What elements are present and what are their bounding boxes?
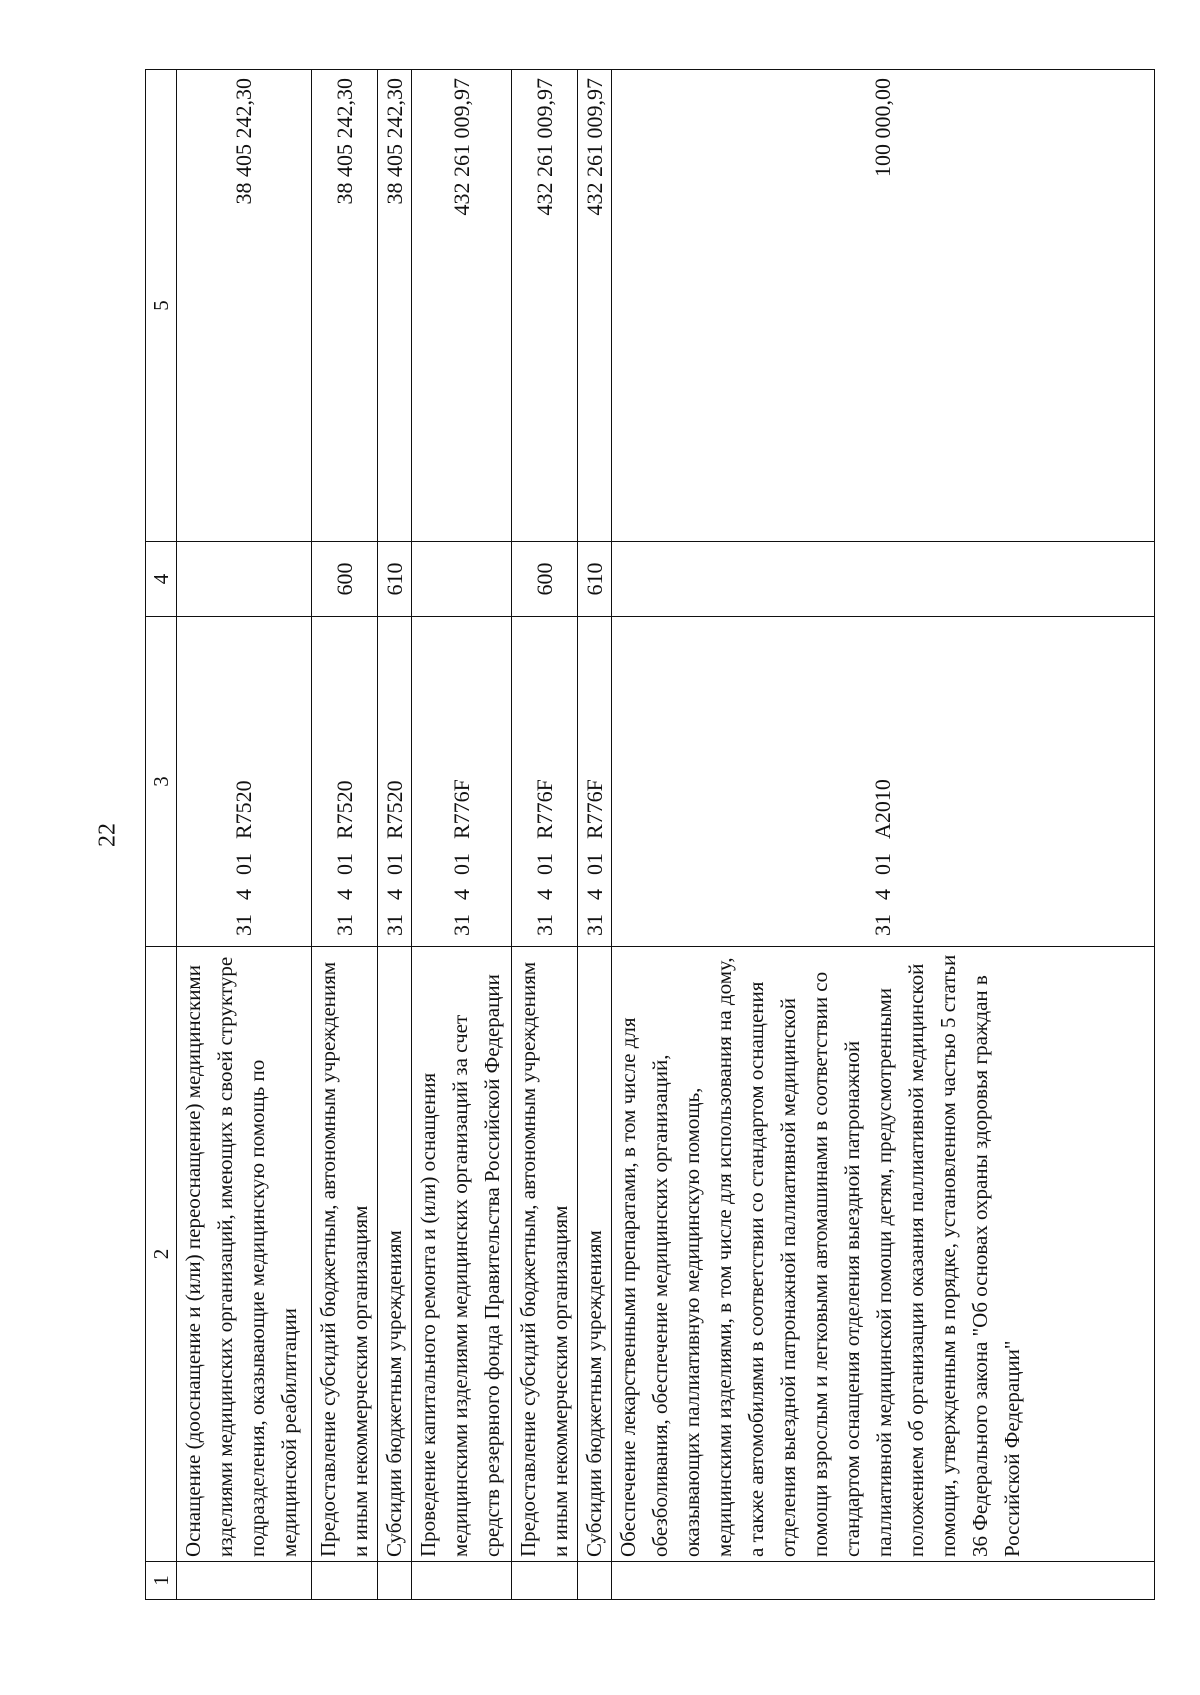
header-col-2: 2 bbox=[146, 947, 177, 1562]
code-subprogram: 01 bbox=[581, 853, 607, 875]
code-type: 4 bbox=[870, 889, 895, 900]
row-amount: 100 000,00 bbox=[612, 70, 1155, 542]
code-program: 31 bbox=[531, 914, 557, 936]
row-name: Субсидии бюджетным учреждениям bbox=[578, 947, 612, 1562]
row-name: Проведение капитального ремонта и (или) оснащения медицинскими изделиями медицинских организаций за счет средств резервного фонда Правительства Российской Федерации bbox=[412, 947, 512, 1562]
row-amount: 38 405 242,30 bbox=[312, 70, 378, 542]
row-amount: 432 261 009,97 bbox=[578, 70, 612, 542]
row-number-cell bbox=[312, 1562, 378, 1600]
code-direction: R776F bbox=[581, 779, 607, 839]
code-direction: R776F bbox=[448, 779, 474, 839]
row-amount: 38 405 242,30 bbox=[177, 70, 312, 542]
row-number-cell bbox=[612, 1562, 1155, 1600]
code-direction: R776F bbox=[531, 779, 557, 839]
row-expense-type: 610 bbox=[578, 542, 612, 617]
code-type: 4 bbox=[581, 889, 607, 900]
code-direction: A2010 bbox=[870, 779, 895, 839]
table-row bbox=[612, 70, 1155, 1600]
row-expense-type bbox=[412, 542, 512, 617]
row-number-cell bbox=[412, 1562, 512, 1600]
table-row bbox=[512, 70, 578, 1600]
table-row bbox=[578, 70, 612, 1600]
row-number-cell bbox=[177, 1562, 312, 1600]
row-expense-type bbox=[612, 542, 1155, 617]
row-name: Предоставление субсидий бюджетным, автономным учреждениям и иным некоммерческим организациям bbox=[512, 947, 578, 1562]
row-expense-type: 600 bbox=[312, 542, 378, 617]
code-program: 31 bbox=[231, 914, 256, 936]
code-program: 31 bbox=[331, 914, 357, 936]
row-name: Субсидии бюджетным учреждениям bbox=[378, 947, 412, 1562]
row-code bbox=[512, 617, 578, 947]
row-expense-type: 600 bbox=[512, 542, 578, 617]
code-type: 4 bbox=[448, 889, 474, 900]
row-number-cell bbox=[578, 1562, 612, 1600]
code-type: 4 bbox=[531, 889, 557, 900]
row-code bbox=[378, 617, 412, 947]
row-code bbox=[312, 617, 378, 947]
code-type: 4 bbox=[231, 889, 256, 900]
row-code bbox=[578, 617, 612, 947]
header-col-4: 4 bbox=[146, 542, 177, 617]
budget-table bbox=[145, 69, 1155, 1600]
table-row bbox=[177, 70, 312, 1600]
row-name: Обеспечение лекарственными препаратами, в том числе для обезболивания, обеспечение медицинских организаций, оказывающих паллиативную медицинскую помощь, медицинскими изделиями, в том числе для использования на дому, а также автомобилями в соответствии со стандартом оснащения отделения выездной патронажной паллиативной медицинской помощи взрослым и легковыми автомашинами в соответствии со стандартом оснащения отделения выездной патронажной паллиативной медицинской помощи детям, предусмотренными положением об организации оказания паллиативной медицинской помощи, утвержденным в порядке, установленном частью 5 статьи 36 Федерального закона "Об основах охраны здоровья граждан в Российской Федерации" bbox=[612, 947, 1155, 1562]
row-number-cell bbox=[378, 1562, 412, 1600]
code-subprogram: 01 bbox=[331, 853, 357, 875]
row-expense-type: 610 bbox=[378, 542, 412, 617]
row-amount: 432 261 009,97 bbox=[412, 70, 512, 542]
header-col-5: 5 bbox=[146, 70, 177, 542]
code-direction: R7520 bbox=[381, 780, 407, 839]
code-subprogram: 01 bbox=[870, 853, 895, 875]
row-number-cell bbox=[512, 1562, 578, 1600]
budget-table-wrapper bbox=[145, 70, 1155, 1600]
row-name: Оснащение (дооснащение и (или) переоснащение) медицинскими изделиями медицинских организаций, имеющих в своей структуре подразделения, оказывающие медицинскую помощь по медицинской реабилитации bbox=[177, 947, 312, 1562]
code-direction: R7520 bbox=[331, 780, 357, 839]
table-row bbox=[378, 70, 412, 1600]
row-code bbox=[612, 617, 1155, 947]
code-subprogram: 01 bbox=[531, 853, 557, 875]
header-col-1: 1 bbox=[146, 1562, 177, 1600]
table-row bbox=[312, 70, 378, 1600]
row-code bbox=[177, 617, 312, 947]
code-type: 4 bbox=[331, 889, 357, 900]
code-direction: R7520 bbox=[231, 780, 256, 839]
page-number: 22 bbox=[94, 823, 121, 847]
code-program: 31 bbox=[381, 914, 407, 936]
code-program: 31 bbox=[448, 914, 474, 936]
table-row bbox=[412, 70, 512, 1600]
row-amount: 38 405 242,30 bbox=[378, 70, 412, 542]
header-col-3: 3 bbox=[146, 617, 177, 947]
row-name: Предоставление субсидий бюджетным, автономным учреждениям и иным некоммерческим организациям bbox=[312, 947, 378, 1562]
row-code bbox=[412, 617, 512, 947]
code-subprogram: 01 bbox=[231, 853, 256, 875]
table-header-row bbox=[146, 70, 177, 1600]
code-subprogram: 01 bbox=[381, 853, 407, 875]
row-amount: 432 261 009,97 bbox=[512, 70, 578, 542]
row-expense-type bbox=[177, 542, 312, 617]
code-program: 31 bbox=[870, 914, 895, 936]
code-program: 31 bbox=[581, 914, 607, 936]
code-subprogram: 01 bbox=[448, 853, 474, 875]
code-type: 4 bbox=[381, 889, 407, 900]
